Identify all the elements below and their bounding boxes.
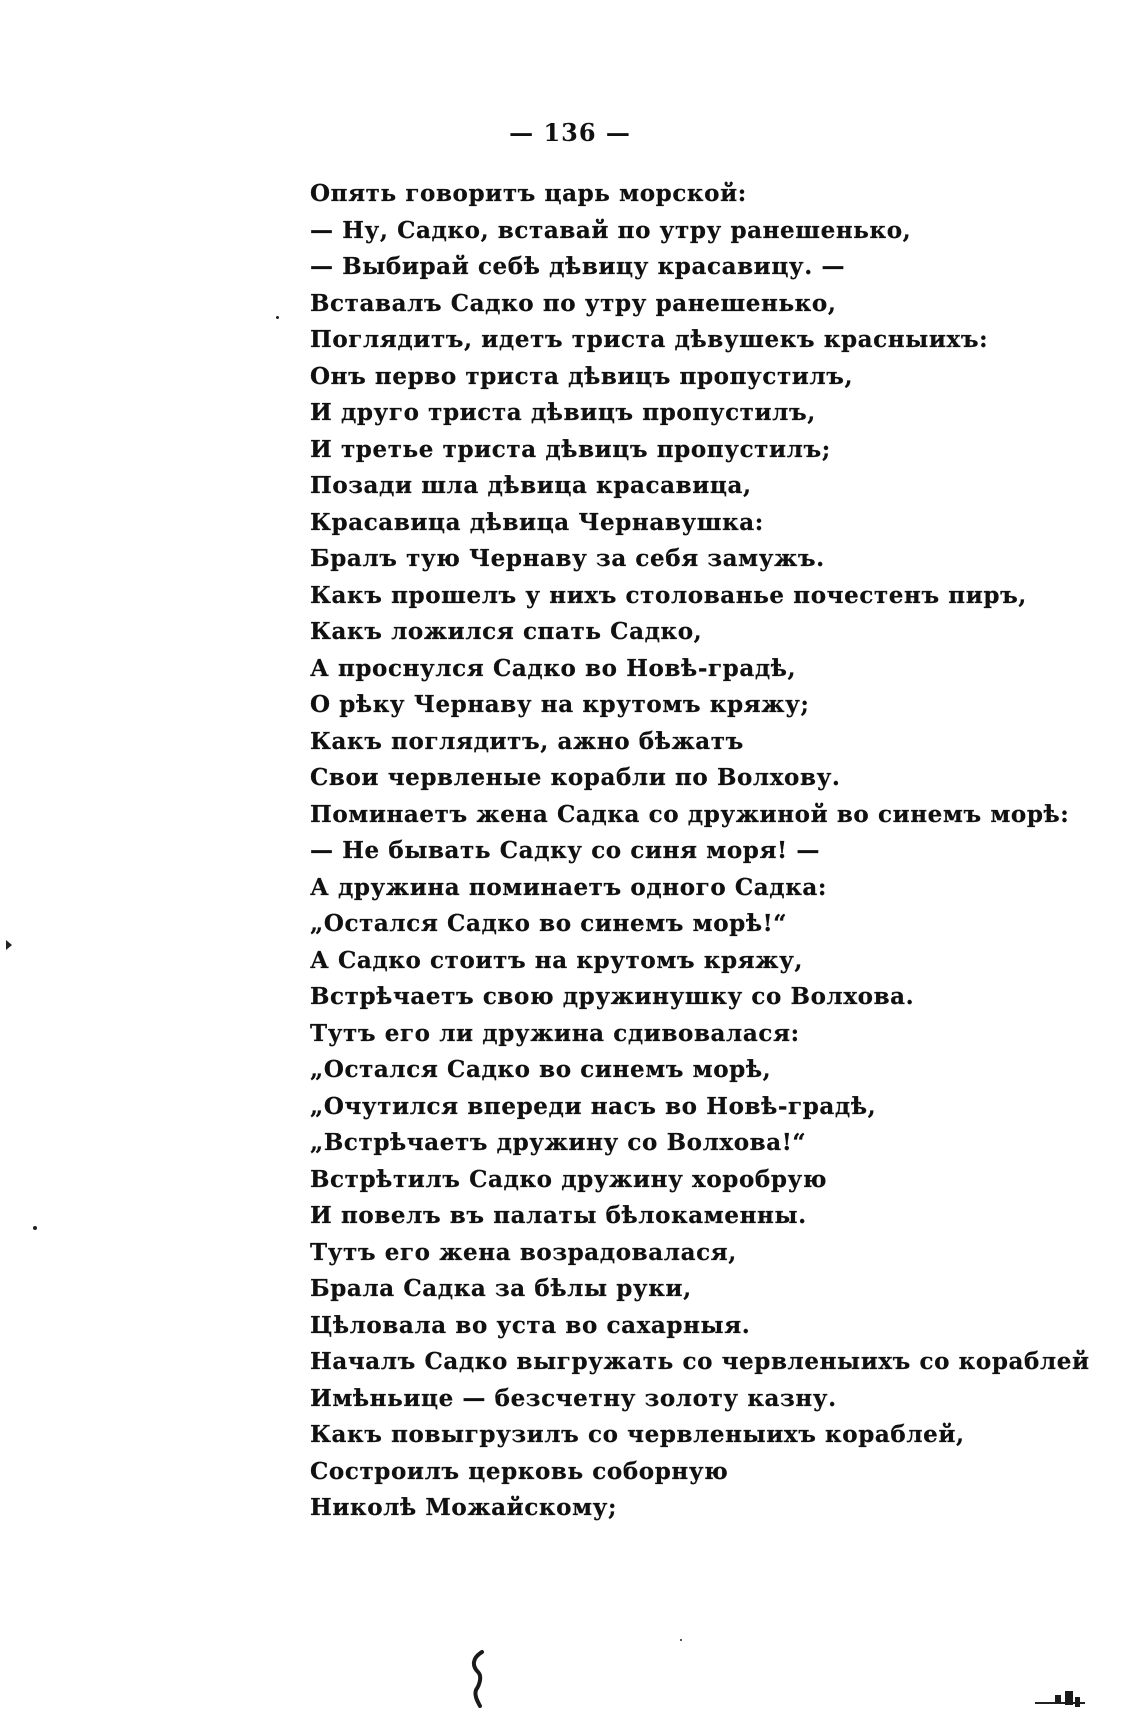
poem-line: Онъ перво триста дѣвицъ пропустилъ, [310,362,854,390]
poem-line: А проснулся Садко во Новѣ-градѣ, [310,654,797,682]
poem-line: О рѣку Чернаву на крутомъ кряжу; [310,691,810,718]
poem-line: Брала Садка за бѣлы руки, [310,1275,692,1302]
poem-line: „Остался Садко во синемъ морѣ!“ [310,910,788,937]
scan-curl-mark [468,1650,488,1708]
poem-line: Имѣньице — безсчетну золоту казну. [310,1384,837,1412]
poem-line: Цѣловала во уста во сахарныя. [310,1311,751,1339]
poem-line: Встрѣчаетъ свою дружинушку со Волхова. [310,983,915,1010]
poem-line: Какъ поглядитъ, ажно бѣжатъ [310,727,744,755]
poem-line: И друго триста дѣвицъ пропустилъ, [310,399,816,426]
poem-line: Вставалъ Садко по утру ранешенько, [310,289,837,317]
poem-line: — Не бывать Садку со синя моря! — [310,837,820,864]
poem-text [310,176,1110,1527]
poem-line: Встрѣтилъ Садко дружину хоробрую [310,1165,828,1193]
poem-line: Поминаетъ жена Садка со дружиной во синемъ морѣ: [310,800,1070,828]
poem-line: Николѣ Можайскому; [310,1494,618,1521]
scan-corner-mark [1035,1685,1095,1711]
scan-arrow-mark [6,940,12,950]
scan-speck [276,316,279,319]
poem-line: И третье триста дѣвицъ пропустилъ; [310,435,831,463]
scan-speck [33,1226,37,1230]
poem-line: Свои червленые корабли по Волхову. [310,764,841,791]
poem-line: Началъ Садко выгружать со червленыихъ со кораблей [310,1348,1090,1375]
poem-line: А дружина поминаетъ одного Садка: [310,873,828,901]
scan-speck [680,1639,682,1641]
poem-line: Позади шла дѣвица красавица, [310,472,752,499]
poem-line: Красавица дѣвица Чернавушка: [310,508,764,536]
poem-line: Бралъ тую Чернаву за себя замужъ. [310,545,825,572]
poem-line: „Встрѣчаетъ дружину со Волхова!“ [310,1129,807,1156]
poem-line: Поглядитъ, идетъ триста дѣвушекъ красныихъ: [310,326,989,353]
poem-line: Тутъ его жена возрадовалася, [310,1238,737,1266]
poem-line: „Очутился впереди насъ во Новѣ-градѣ, [310,1092,877,1120]
poem-line: Какъ повыгрузилъ со червленыихъ кораблей, [310,1421,965,1448]
poem-line: Какъ прошелъ у нихъ столованье почестенъ пиръ, [310,581,1027,609]
poem-line: Состроилъ церковь соборную [310,1457,729,1485]
poem-line: — Выбирай себѣ дѣвицу красавицу. — [310,253,846,280]
poem-line: — Ну, Садко, вставай по утру ранешенько, [310,216,912,244]
page-number: — 136 — [509,118,631,147]
poem-line: И повелъ въ палаты бѣлокаменны. [310,1202,807,1229]
poem-line: А Садко стоитъ на крутомъ кряжу, [310,946,804,974]
poem-line: „Остался Садко во синемъ морѣ, [310,1056,772,1083]
poem-line: Какъ ложился спать Садко, [310,618,703,645]
poem-line: Опять говоритъ царь морской: [310,180,747,207]
poem-line: Тутъ его ли дружина сдивовалася: [310,1019,800,1047]
